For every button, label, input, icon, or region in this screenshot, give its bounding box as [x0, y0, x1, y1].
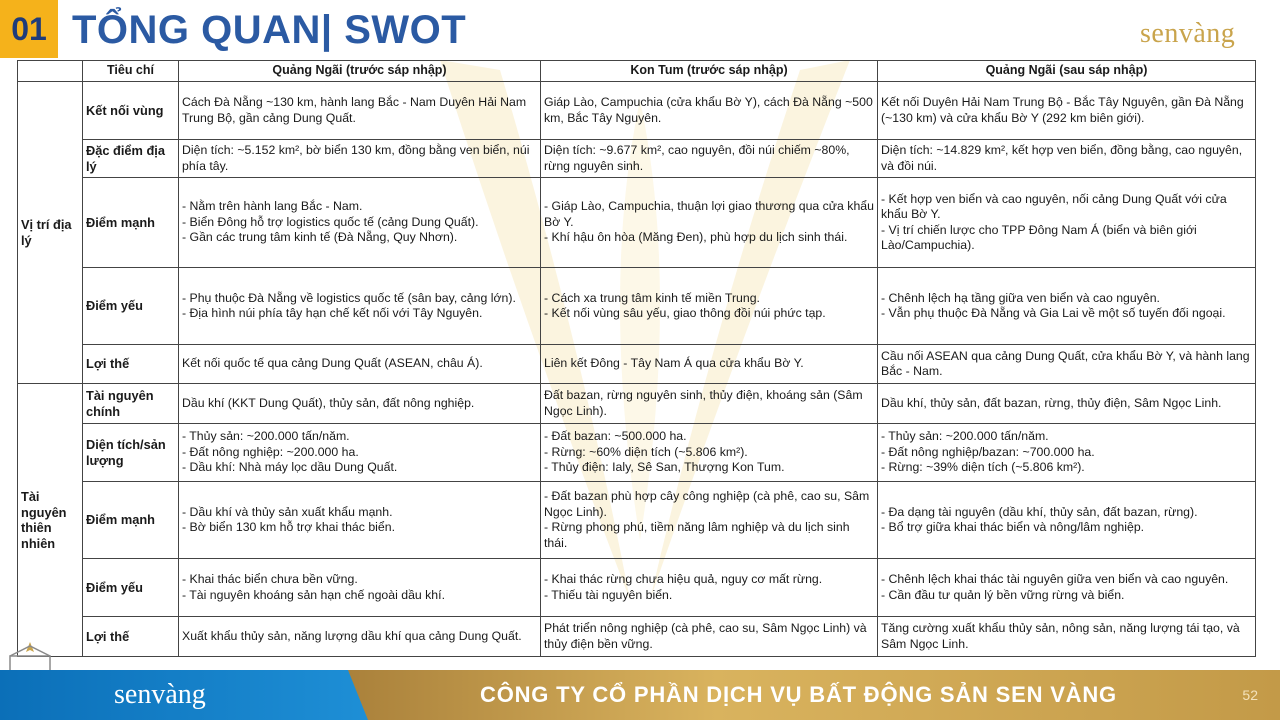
brand-logo-text: senvàng [1140, 18, 1236, 49]
page-number: 52 [1242, 687, 1258, 703]
table-cell: Cầu nối ASEAN qua cảng Dung Quất, cửa khẩu Bờ Y, và hành lang Bắc - Nam. [878, 345, 1256, 384]
criterion-cell: Kết nối vùng [83, 82, 179, 140]
table-cell: - Phụ thuộc Đà Nẵng về logistics quốc tế (sân bay, cảng lớn). - Địa hình núi phía tây hạn chế kết nối với Tây Nguyên. [179, 268, 541, 345]
table-cell: Kết nối quốc tế qua cảng Dung Quất (ASEAN, châu Á). [179, 345, 541, 384]
table-row [18, 178, 1256, 268]
table-cell: - Đất bazan phù hợp cây công nghiệp (cà phê, cao su, Sâm Ngọc Linh). - Rừng phong phú, tiềm năng lâm nghiệp và du lịch sinh thái. [541, 482, 878, 559]
group-label: Vị trí địa lý [18, 82, 83, 384]
page-title: TỔNG QUAN| SWOT [72, 8, 467, 52]
table-cell: Kết nối Duyên Hải Nam Trung Bộ - Bắc Tây Nguyên, gần Đà Nẵng (~130 km) và cửa khẩu Bờ Y (292 km biên giới). [878, 82, 1256, 140]
company-name: CÔNG TY CỔ PHẦN DỊCH VỤ BẤT ĐỘNG SẢN SEN VÀNG [480, 682, 1117, 707]
table-row [18, 424, 1256, 482]
footer-logo: senvàng [114, 679, 206, 710]
table-cell: Diện tích: ~9.677 km², cao nguyên, đồi núi chiếm ~80%, rừng nguyên sinh. [541, 140, 878, 178]
criterion-cell: Đặc điểm địa lý [83, 140, 179, 178]
table-cell: - Nằm trên hành lang Bắc - Nam. - Biển Đông hỗ trợ logistics quốc tế (cảng Dung Quất). - Gần các trung tâm kinh tế (Đà Nẵng, Quy Nhơn). [179, 178, 541, 268]
table-cell: Xuất khẩu thủy sản, năng lượng dầu khí qua cảng Dung Quất. [179, 617, 541, 657]
table-cell: - Chênh lệch hạ tầng giữa ven biển và cao nguyên. - Vẫn phụ thuộc Đà Nẵng và Gia Lai về một số tuyến đối ngoại. [878, 268, 1256, 345]
table-row [18, 482, 1256, 559]
table-cell: - Chênh lệch khai thác tài nguyên giữa ven biển và cao nguyên. - Cần đầu tư quản lý bền vững rừng và biển. [878, 559, 1256, 617]
table-cell: Tăng cường xuất khẩu thủy sản, nông sản, năng lượng tái tạo, và Sâm Ngọc Linh. [878, 617, 1256, 657]
table-header-row [18, 61, 1256, 82]
column-header: Kon Tum (trước sáp nhập) [541, 61, 878, 82]
table-cell: - Khai thác rừng chưa hiệu quả, nguy cơ mất rừng. - Thiếu tài nguyên biển. [541, 559, 878, 617]
swot-table [17, 60, 1256, 657]
table-cell: Cách Đà Nẵng ~130 km, hành lang Bắc - Nam Duyên Hải Nam Trung Bộ, gần cảng Dung Quất. [179, 82, 541, 140]
criterion-cell: Tài nguyên chính [83, 384, 179, 424]
table-cell: Giáp Lào, Campuchia (cửa khẩu Bờ Y), cách Đà Nẵng ~500 km, Bắc Tây Nguyên. [541, 82, 878, 140]
column-header [18, 61, 83, 82]
table-row [18, 268, 1256, 345]
criterion-cell: Lợi thế [83, 617, 179, 657]
column-header: Quảng Ngãi (trước sáp nhập) [179, 61, 541, 82]
table-row [18, 345, 1256, 384]
table-cell: - Đất bazan: ~500.000 ha. - Rừng: ~60% diện tích (~5.806 km²). - Thủy điện: Ialy, Sê San, Thượng Kon Tum. [541, 424, 878, 482]
criterion-cell: Điểm mạnh [83, 482, 179, 559]
table-cell: Dầu khí (KKT Dung Quất), thủy sản, đất nông nghiệp. [179, 384, 541, 424]
criterion-cell: Diện tích/sản lượng [83, 424, 179, 482]
criterion-cell: Điểm mạnh [83, 178, 179, 268]
group-label: Tài nguyên thiên nhiên [18, 384, 83, 657]
table-cell: - Thủy sản: ~200.000 tấn/năm. - Đất nông nghiệp/bazan: ~700.000 ha. - Rừng: ~39% diện tích (~5.806 km²). [878, 424, 1256, 482]
criterion-cell: Điểm yếu [83, 559, 179, 617]
table-row [18, 617, 1256, 657]
table-body [18, 82, 1256, 657]
table-cell: Diện tích: ~14.829 km², kết hợp ven biển, đồng bằng, cao nguyên, và đồi núi. [878, 140, 1256, 178]
section-number-badge: 01 [0, 0, 58, 58]
table-cell: - Cách xa trung tâm kinh tế miền Trung. - Kết nối vùng sâu yếu, giao thông đồi núi phức tạp. [541, 268, 878, 345]
criterion-cell: Điểm yếu [83, 268, 179, 345]
swot-table-container [17, 60, 1255, 660]
footer-bar [0, 670, 1280, 720]
table-cell: Liên kết Đông - Tây Nam Á qua cửa khẩu Bờ Y. [541, 345, 878, 384]
table-row [18, 384, 1256, 424]
table-cell: Dầu khí, thủy sản, đất bazan, rừng, thủy điện, Sâm Ngọc Linh. [878, 384, 1256, 424]
table-cell: Đất bazan, rừng nguyên sinh, thủy điện, khoáng sản (Sâm Ngọc Linh). [541, 384, 878, 424]
table-cell: - Kết hợp ven biển và cao nguyên, nối cảng Dung Quất với cửa khẩu Bờ Y. - Vị trí chiến lược cho TPP Đông Nam Á (biển và biên giới Lào/Campuchia). [878, 178, 1256, 268]
column-header: Quảng Ngãi (sau sáp nhập) [878, 61, 1256, 82]
table-cell: - Khai thác biển chưa bền vững. - Tài nguyên khoáng sản hạn chế ngoài dầu khí. [179, 559, 541, 617]
table-row [18, 140, 1256, 178]
table-row [18, 559, 1256, 617]
criterion-cell: Lợi thế [83, 345, 179, 384]
table-cell: - Dầu khí và thủy sản xuất khẩu mạnh. - Bờ biển 130 km hỗ trợ khai thác biển. [179, 482, 541, 559]
brand-logo [1140, 4, 1270, 50]
table-cell: - Giáp Lào, Campuchia, thuận lợi giao thương qua cửa khẩu Bờ Y. - Khí hậu ôn hòa (Măng Đen), phù hợp du lịch sinh thái. [541, 178, 878, 268]
table-cell: - Thủy sản: ~200.000 tấn/năm. - Đất nông nghiệp: ~200.000 ha. - Dầu khí: Nhà máy lọc dầu Dung Quất. [179, 424, 541, 482]
table-row [18, 82, 1256, 140]
table-cell: - Đa dạng tài nguyên (dầu khí, thủy sản, đất bazan, rừng). - Bổ trợ giữa khai thác biển và nông/lâm nghiệp. [878, 482, 1256, 559]
column-header: Tiêu chí [83, 61, 179, 82]
table-cell: Diện tích: ~5.152 km², bờ biển 130 km, đồng bằng ven biển, núi phía tây. [179, 140, 541, 178]
table-cell: Phát triển nông nghiệp (cà phê, cao su, Sâm Ngọc Linh) và thủy điện bền vững. [541, 617, 878, 657]
